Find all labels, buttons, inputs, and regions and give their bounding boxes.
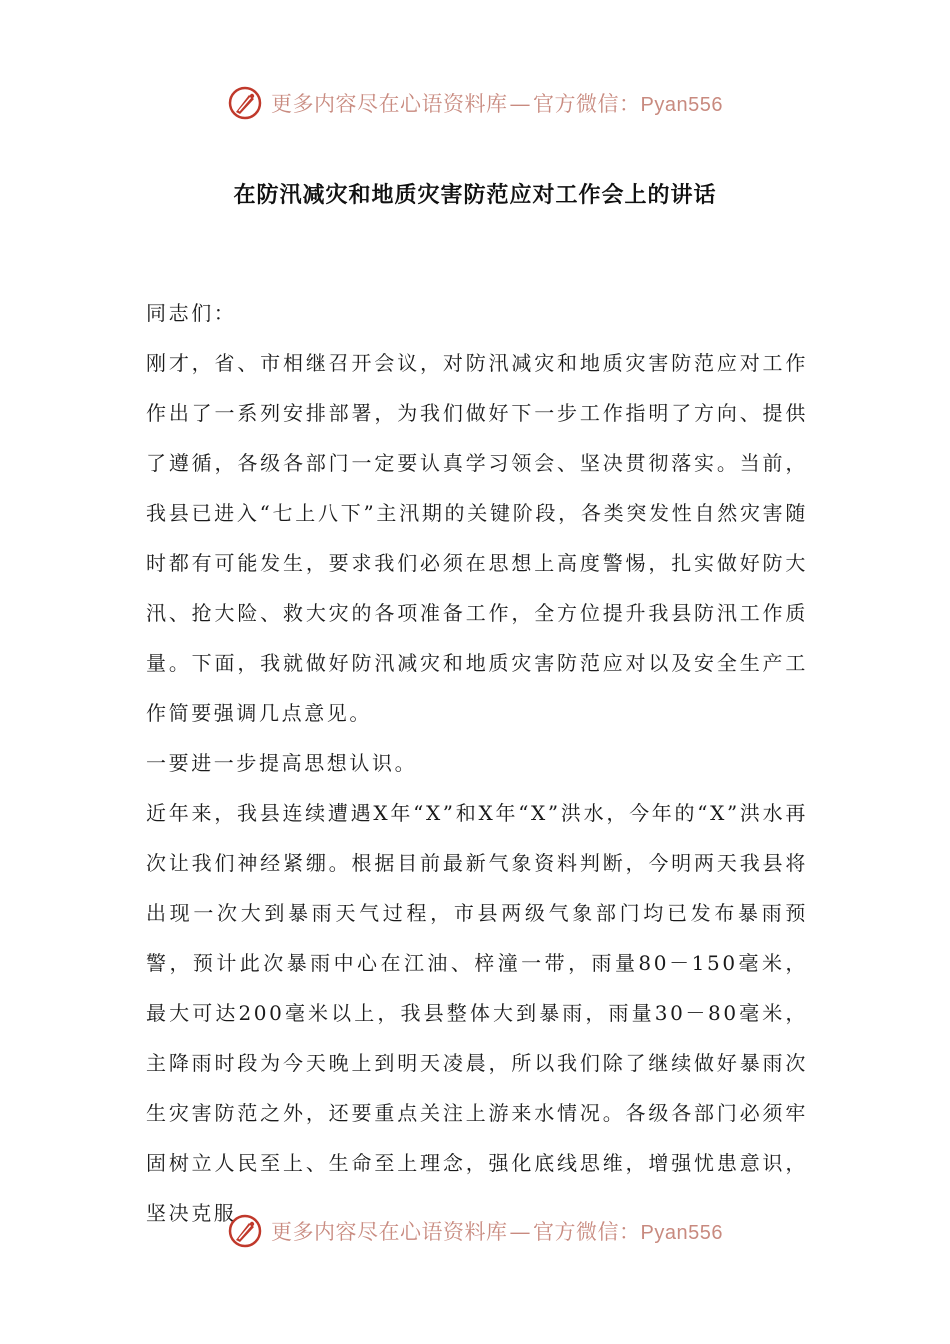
watermark-wechat-id: Pyan556 (640, 1222, 723, 1244)
watermark-separator: — (509, 92, 532, 116)
paragraph: 刚才，省、市相继召开会议，对防汛减灾和地质灾害防范应对工作作出了一系列安排部署，为我们做好下一步工作指明了方向、提供了遵循，各级各部门一定要认真学习领会、坚决贯彻落实。当前，我县已进入“七上八下”主汛期的关键阶段，各类突发性自然灾害随时都有可能发生，要求我们必须在思想上高度警惕，扎实做好防大汛、抢大险、救大灾的各项准备工作，全方位提升我县防汛工作质量。下面，我就做好防汛减灾和地质灾害防范应对以及安全生产工作简要强调几点意见。 (146, 351, 808, 725)
watermark-brand: 更多内容尽在心语资料库 (271, 1220, 508, 1244)
watermark-suffix: 官方微信： (533, 1220, 641, 1244)
pen-nib-icon (227, 1213, 263, 1249)
document-title: 在防汛减灾和地质灾害防范应对工作会上的讲话 (233, 183, 717, 208)
salutation: 同志们： (146, 301, 237, 325)
paragraph: 近年来，我县连续遭遇X年“X”和X年“X”洪水，今年的“X”洪水再次让我们神经紧绷。根据目前最新气象资料判断，今明两天我县将出现一次大到暴雨天气过程，市县两级气象部门均已发布暴雨预警，预计此次暴雨中心在江油、梓潼一带，雨量80－150毫米，最大可达200毫米以上，我县整体大到暴雨，雨量30－80毫米，主降雨时段为今天晚上到明天凌晨，所以我们除了继续做好暴雨次生灾害防范之外，还要重点关注上游来水情况。各级各部门必须牢固树立人民至上、生命至上理念，强化底线思维，增强忧患意识，坚决克服 (146, 801, 808, 1225)
watermark-text (271, 1216, 723, 1246)
watermark-brand: 更多内容尽在心语资料库 (271, 92, 508, 116)
section-heading: 一要进一步提高思想认识。 (146, 751, 418, 775)
header-watermark (0, 78, 950, 128)
watermark-text (271, 88, 723, 118)
watermark-wechat-id: Pyan556 (640, 94, 723, 116)
document-body (146, 288, 808, 1238)
footer-watermark (0, 1206, 950, 1256)
watermark-suffix: 官方微信： (533, 92, 641, 116)
pen-nib-icon (227, 85, 263, 121)
watermark-separator: — (509, 1220, 532, 1244)
